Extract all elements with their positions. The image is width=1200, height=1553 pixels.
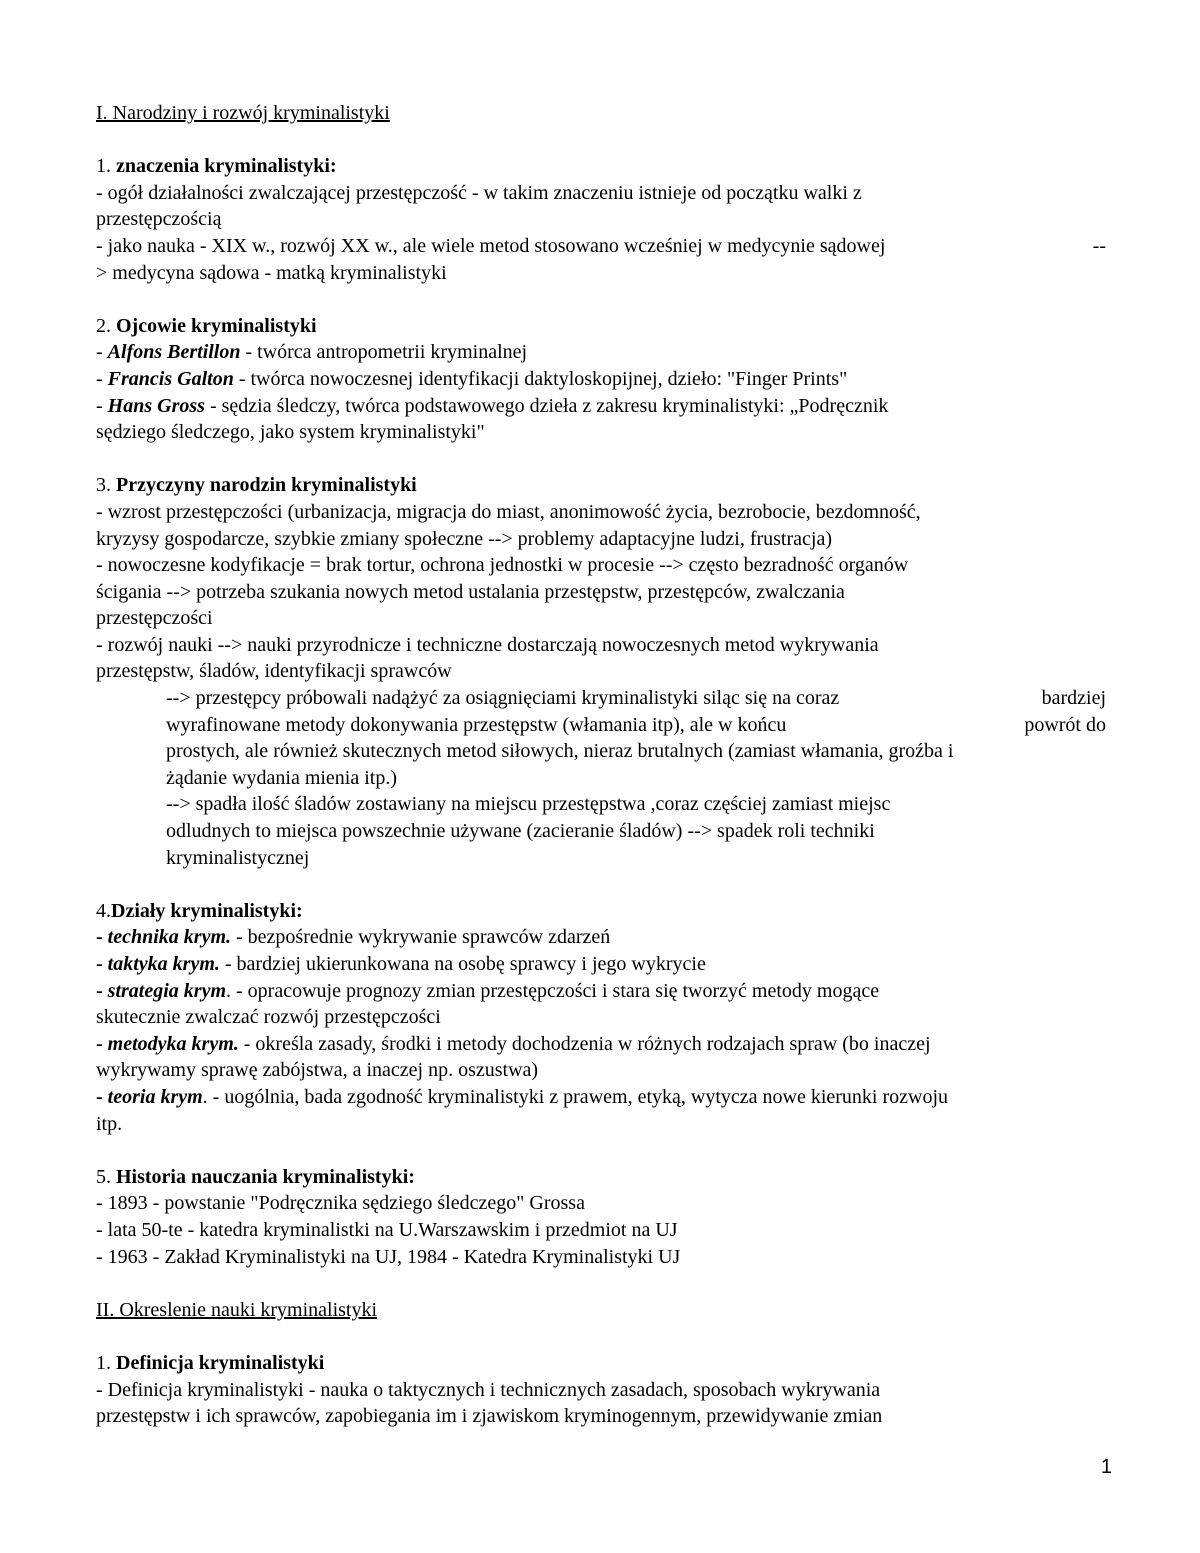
text-line: - rozwój nauki --> nauki przyrodnicze i techniczne dostarczają nowoczesnych metod wykrywania bbox=[96, 633, 879, 656]
subsection-number: 1. bbox=[96, 1351, 116, 1374]
item-text: - twórca nowoczesnej identyfikacji daktyloskopijnej, dzieło: "Finger Prints" bbox=[233, 367, 848, 390]
term: strategia krym bbox=[107, 979, 227, 1002]
document-body bbox=[96, 100, 1106, 1430]
bullet-dash: - bbox=[96, 979, 108, 1002]
text-line: kryzysy gospodarcze, szybkie zmiany społeczne --> problemy adaptacyjne ludzi, frustracja) bbox=[96, 527, 832, 550]
text-segment: wyrafinowane metody dokonywania przestępstw (włamania itp), ale w końcu bbox=[166, 713, 787, 736]
term: technika krym. bbox=[107, 926, 232, 949]
person-name: Alfons Bertillon bbox=[107, 341, 241, 364]
text-line: przestępstw, śladów, identyfikacji sprawców bbox=[96, 660, 452, 683]
spacer bbox=[96, 446, 1106, 473]
bullet-dash: - bbox=[96, 394, 108, 417]
text-line: - lata 50-te - katedra kryminalistki na U.Warszawskim i przedmiot na UJ bbox=[96, 1218, 678, 1241]
item-text: . - opracowuje prognozy zmian przestępczości i stara się tworzyć metody mogące bbox=[226, 979, 880, 1002]
text-line: przestępczości bbox=[96, 607, 213, 630]
term: teoria krym bbox=[107, 1085, 203, 1108]
subsection-title: Definicja kryminalistyki bbox=[116, 1351, 325, 1374]
subsection-title: Przyczyny narodzin kryminalistyki bbox=[116, 474, 417, 497]
subsection-title: znaczenia kryminalistyki: bbox=[116, 155, 337, 178]
item-text: - sędzia śledczy, twórca podstawowego dzieła z zakresu kryminalistyki: „Podręcznik bbox=[204, 394, 889, 417]
text-segment: bardziej bbox=[1041, 687, 1106, 710]
subsection-number: 4. bbox=[96, 899, 111, 922]
bullet-dash: - bbox=[96, 1032, 108, 1055]
bullet-dash: - bbox=[96, 926, 108, 949]
text-line: sędziego śledczego, jako system kryminalistyki" bbox=[96, 421, 485, 444]
indented-line bbox=[96, 685, 1106, 712]
subsection-1-title bbox=[96, 153, 1106, 180]
indented-line: prostych, ale również skutecznych metod siłowych, nieraz brutalnych (zamiast włamania, groźba i bbox=[166, 740, 954, 763]
person-name: Francis Galton bbox=[107, 367, 234, 390]
item-text: - twórca antropometrii kryminalnej bbox=[240, 341, 528, 364]
spacer bbox=[96, 1137, 1106, 1164]
subsection-title: Ojcowie kryminalistyki bbox=[116, 314, 317, 337]
text-line: - wzrost przestępczości (urbanizacja, migracja do miast, anonimowość życia, bezrobocie, bezdomność, bbox=[96, 500, 921, 523]
item-text: - bezpośrednie wykrywanie sprawców zdarzeń bbox=[231, 926, 611, 949]
text-line: - 1893 - powstanie "Podręcznika sędziego śledczego" Grossa bbox=[96, 1192, 585, 1215]
spacer bbox=[96, 871, 1106, 898]
bullet-dash: - bbox=[96, 367, 108, 390]
list-item bbox=[96, 978, 1106, 1005]
spacer bbox=[96, 286, 1106, 313]
indented-line bbox=[96, 712, 1106, 739]
text-line: - 1963 - Zakład Kryminalistyki na UJ, 1984 - Katedra Kryminalistyki UJ bbox=[96, 1245, 681, 1268]
indented-line: odludnych to miejsca powszechnie używane (zacieranie śladów) --> spadek roli techniki bbox=[166, 820, 875, 843]
subsection-number: 3. bbox=[96, 474, 116, 497]
section-2-heading: II. Okreslenie nauki kryminalistyki bbox=[96, 1298, 378, 1321]
text-line: wykrywamy sprawę zabójstwa, a inaczej np. oszustwa) bbox=[96, 1059, 539, 1082]
subsection-number: 5. bbox=[96, 1165, 116, 1188]
section-1-heading: I. Narodziny i rozwój kryminalistyki bbox=[96, 102, 390, 124]
subsection-title: Historia nauczania kryminalistyki: bbox=[116, 1165, 415, 1188]
list-item bbox=[96, 366, 1106, 393]
text-line: > medycyna sądowa - matką kryminalistyki bbox=[96, 261, 447, 284]
list-item bbox=[96, 1084, 1106, 1111]
indented-line: żądanie wydania mienia itp.) bbox=[166, 766, 398, 789]
subsection-number: 1. bbox=[96, 155, 116, 178]
indented-line: --> spadła ilość śladów zostawiany na miejscu przestępstwa ,coraz częściej zamiast miejsc bbox=[166, 793, 891, 816]
item-text: . - uogólnia, bada zgodność kryminalistyki z prawem, etyką, wytycza nowe kierunki rozwoju bbox=[202, 1085, 949, 1108]
text-line: ścigania --> potrzeba szukania nowych metod ustalania przestępstw, przestępców, zwalczania bbox=[96, 580, 845, 603]
page-number: 1 bbox=[1100, 1456, 1112, 1478]
spacer bbox=[96, 127, 1106, 154]
text-line: przestępstw i ich sprawców, zapobiegania im i zjawiskom kryminogennym, przewidywanie zmian bbox=[96, 1405, 883, 1428]
indented-line: kryminalistycznej bbox=[166, 846, 310, 869]
text-segment: --> przestępcy próbowali nadążyć za osiągnięciami kryminalistyki siląc się na coraz bbox=[166, 687, 840, 710]
text-segment: powrót do bbox=[1024, 713, 1106, 736]
text-segment: - jako nauka - XIX w., rozwój XX w., ale wiele metod stosowano wcześniej w medycynie sądowej bbox=[96, 234, 886, 257]
subsection-title-row bbox=[96, 1350, 1106, 1377]
list-item bbox=[96, 924, 1106, 951]
spacer bbox=[96, 1270, 1106, 1297]
text-line: przestępczością bbox=[96, 208, 222, 231]
bullet-dash: - bbox=[96, 341, 108, 364]
item-text: - bardziej ukierunkowana na osobę sprawcy i jego wykrycie bbox=[219, 953, 706, 975]
text-line bbox=[96, 233, 1106, 260]
text-line: - nowoczesne kodyfikacje = brak tortur, ochrona jednostki w procesie --> często bezradność organów bbox=[96, 554, 909, 577]
bullet-dash: - bbox=[96, 1085, 108, 1108]
subsection-3-title bbox=[96, 472, 1106, 499]
subsection-2-title bbox=[96, 313, 1106, 340]
term: metodyka krym. bbox=[107, 1032, 239, 1055]
subsection-5-title bbox=[96, 1164, 1106, 1191]
text-line: skutecznie zwalczać rozwój przestępczości bbox=[96, 1006, 441, 1029]
list-item bbox=[96, 1031, 1106, 1058]
spacer bbox=[96, 1323, 1106, 1350]
term: taktyka krym. bbox=[107, 953, 220, 975]
subsection-number: 2. bbox=[96, 314, 116, 337]
item-text: - określa zasady, środki i metody dochodzenia w różnych rodzajach spraw (bo inaczej bbox=[238, 1032, 931, 1055]
text-line: - ogół działalności zwalczającej przestępczość - w takim znaczeniu istnieje od początku walki z bbox=[96, 181, 862, 204]
subsection-title: Działy kryminalistyki: bbox=[111, 899, 303, 922]
subsection-4-title bbox=[96, 898, 1106, 925]
person-name: Hans Gross bbox=[107, 394, 205, 417]
text-line: - Definicja kryminalistyki - nauka o taktycznych i technicznych zasadach, sposobach wykrywania bbox=[96, 1378, 881, 1401]
bullet-dash: - bbox=[96, 953, 108, 975]
list-item bbox=[96, 339, 1106, 366]
list-item bbox=[96, 393, 1106, 420]
list-item bbox=[96, 951, 1106, 978]
text-segment: -- bbox=[1092, 234, 1106, 257]
text-line: itp. bbox=[96, 1112, 123, 1135]
